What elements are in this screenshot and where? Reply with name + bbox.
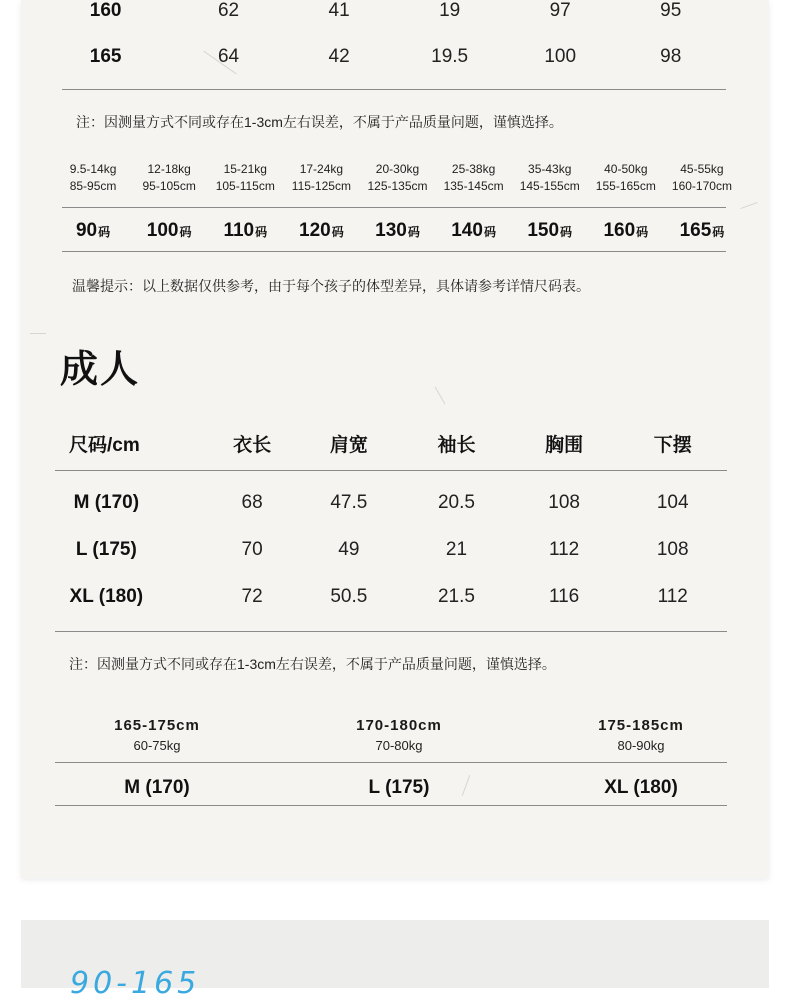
table-cell: 19.5 (431, 46, 469, 67)
table-row (55, 490, 727, 516)
paper-texture (30, 333, 46, 334)
size-code-number: 100 (146, 220, 179, 241)
size-label: 165 (89, 46, 122, 67)
size-code-unit: 码 (560, 225, 573, 239)
size-code-number: 120 (299, 220, 331, 241)
weight-range: 45-55kg (680, 162, 724, 176)
height-range: 85-95cm (69, 179, 117, 193)
table-cell: 104 (656, 492, 689, 513)
recommended-size: XL (180) (604, 777, 678, 798)
divider (55, 762, 727, 763)
guide-column (283, 161, 359, 195)
size-code-number: 130 (375, 220, 407, 241)
guide-ranges-row (55, 161, 740, 195)
height-range: 95-105cm (142, 179, 196, 193)
divider (62, 89, 726, 90)
table-row (62, 45, 726, 69)
table-cell: 95 (660, 0, 682, 21)
size-code-number: 110 (223, 220, 255, 241)
weight-range: 35-43kg (528, 162, 572, 176)
size-label: M (170) (73, 492, 140, 513)
weight-range: 15-21kg (223, 162, 267, 176)
size-label: XL (180) (69, 586, 144, 607)
table-cell: 72 (241, 586, 263, 607)
guide-column (664, 161, 740, 195)
guide-column (55, 161, 131, 195)
table-cell: 49 (338, 539, 360, 560)
height-range: 160-170cm (671, 179, 732, 193)
height-range: 115-125cm (291, 179, 351, 193)
column-header: 胸围 (545, 434, 584, 456)
guide-column (512, 161, 588, 195)
size-code-number: 165 (679, 220, 712, 241)
table-cell: 20.5 (437, 492, 475, 513)
guide-column (207, 161, 283, 195)
size-code (436, 220, 512, 242)
size-code (131, 220, 207, 242)
guide-column (36, 716, 278, 756)
weight-range: 12-18kg (147, 162, 191, 176)
weight-range: 17-24kg (299, 162, 344, 176)
divider (62, 251, 726, 252)
table-cell: 19 (439, 0, 461, 21)
guide-codes-row (55, 217, 740, 245)
table-cell: 62 (217, 0, 240, 21)
column-header: 下摆 (653, 434, 692, 456)
height-range: 135-145cm (443, 179, 504, 193)
size-label: 160 (89, 0, 122, 21)
size-code-unit: 码 (255, 225, 268, 239)
table-row (62, 0, 726, 22)
table-cell: 108 (548, 492, 580, 513)
divider (62, 207, 726, 208)
table-header (55, 430, 727, 456)
handwritten-size-label: 90-165 (70, 966, 201, 1001)
size-code (207, 220, 283, 242)
height-range: 175-185cm (598, 717, 684, 734)
table-cell: 70 (241, 539, 263, 560)
height-range: 145-155cm (519, 179, 580, 193)
table-cell: 112 (548, 539, 580, 560)
weight-range: 60-75kg (133, 738, 181, 753)
recommended-size: L (175) (368, 777, 430, 798)
table-cell: 42 (328, 46, 350, 67)
size-code-number: 140 (451, 220, 483, 241)
table-cell: 97 (549, 0, 571, 21)
kids-measure-note: 注：因测量方式不同或存在1-3cm左右误差，不属于产品质量问题，谨慎选择。 (76, 114, 563, 130)
guide-column (588, 161, 664, 195)
weight-range: 20-30kg (375, 162, 420, 176)
kids-tip: 温馨提示：以上数据仅供参考，由于每个孩子的体型差异，具体请参考详情尺码表。 (72, 278, 590, 294)
height-range: 170-180cm (356, 717, 442, 734)
size-code-number: 150 (527, 220, 560, 241)
table-cell: 50.5 (330, 586, 368, 607)
divider (55, 470, 727, 471)
table-row (55, 584, 727, 610)
size-code-unit: 码 (483, 225, 496, 239)
guide-column (131, 161, 207, 195)
table-cell: 108 (656, 539, 689, 560)
size-code (283, 220, 359, 242)
guide-column (520, 716, 762, 756)
size-code (664, 220, 740, 242)
table-cell: 64 (217, 46, 240, 67)
weight-range: 80-90kg (617, 738, 665, 753)
table-row (55, 537, 727, 563)
recommended-size: M (170) (124, 777, 190, 798)
size-code-unit: 码 (331, 225, 344, 239)
divider (55, 805, 727, 806)
table-cell: 100 (544, 46, 577, 67)
guide-column (278, 716, 520, 756)
table-cell: 47.5 (330, 492, 368, 513)
table-cell: 41 (328, 0, 350, 21)
size-code (512, 220, 588, 242)
guide-sizes-row (36, 775, 764, 801)
guide-column (436, 161, 512, 195)
weight-range: 40-50kg (604, 162, 648, 176)
size-code-unit: 码 (636, 225, 649, 239)
height-range: 105-115cm (215, 179, 275, 193)
column-header: 衣长 (233, 434, 272, 456)
guide-ranges-row (36, 716, 764, 756)
table-cell: 68 (241, 492, 263, 513)
adult-measure-note: 注：因测量方式不同或存在1-3cm左右误差，不属于产品质量问题，谨慎选择。 (69, 656, 556, 672)
height-range: 155-165cm (595, 179, 656, 193)
table-cell: 21.5 (437, 586, 475, 607)
table-cell: 112 (657, 586, 688, 607)
size-code-number: 160 (603, 220, 636, 241)
table-cell: 21 (445, 539, 468, 560)
column-header: 尺码/cm (69, 434, 140, 456)
table-cell: 98 (660, 46, 682, 67)
size-code (359, 220, 435, 242)
size-code-unit: 码 (712, 225, 725, 239)
column-header: 袖长 (437, 434, 476, 456)
size-code-unit: 码 (98, 225, 111, 239)
table-cell: 116 (548, 586, 580, 607)
weight-range: 9.5-14kg (69, 162, 117, 176)
weight-range: 25-38kg (451, 162, 496, 176)
column-header: 肩宽 (329, 434, 368, 456)
divider (55, 631, 727, 632)
weight-range: 70-80kg (375, 738, 423, 753)
section-title-adult: 成人 (60, 349, 141, 391)
size-code (588, 220, 664, 242)
height-range: 165-175cm (114, 717, 200, 734)
size-code-number: 90 (75, 220, 98, 241)
guide-column (359, 161, 435, 195)
size-label: L (175) (75, 539, 137, 560)
size-code (55, 220, 131, 242)
size-code-unit: 码 (179, 225, 192, 239)
size-code-unit: 码 (407, 225, 420, 239)
height-range: 125-135cm (367, 179, 428, 193)
